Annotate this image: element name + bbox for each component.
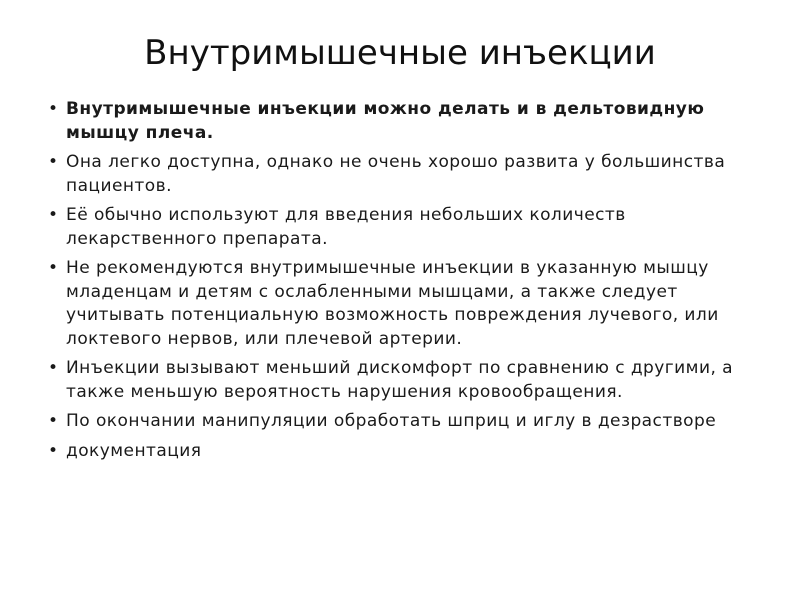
- bullet-list: [48, 98, 758, 469]
- bullet-marker: •: [48, 440, 59, 461]
- bullet-text: документация: [66, 440, 202, 461]
- bullet-marker: •: [48, 411, 59, 431]
- bullet-marker: •: [48, 358, 59, 378]
- bullet-text: По окончании манипуляции обработать шприц и иглу в дезрастворе: [66, 411, 717, 431]
- slide-title: Внутримышечные инъекции: [144, 33, 656, 73]
- bullet-item: [48, 440, 758, 464]
- bullet-item: [48, 204, 758, 251]
- bullet-text: Не рекомендуются внутримышечные инъекции в указанную мышцу младенцам и детям с ослабленными мышцами, а также следует учитывать потенциальную возможность повреждения лучевого, или локтевого нервов, или плечевой артерии.: [66, 258, 719, 349]
- bullet-marker: •: [48, 152, 59, 172]
- bullet-marker: •: [48, 258, 59, 278]
- bullet-marker: •: [48, 99, 59, 119]
- bullet-item: [48, 410, 758, 434]
- bullet-text: Внутримышечные инъекции можно делать и в дельтовидную мышцу плеча.: [66, 99, 705, 143]
- bullet-item: [48, 151, 758, 198]
- bullet-text: Её обычно используют для введения небольших количеств лекарственного препарата.: [66, 205, 626, 249]
- bullet-item: [48, 257, 758, 351]
- bullet-text: Инъекции вызывают меньший дискомфорт по сравнению с другими, а также меньшую вероятность нарушения кровообращения.: [66, 358, 734, 402]
- bullet-item: [48, 357, 758, 404]
- bullet-item: [48, 98, 758, 145]
- bullet-marker: •: [48, 205, 59, 225]
- bullet-text: Она легко доступна, однако не очень хорошо развита у большинства пациентов.: [66, 152, 726, 196]
